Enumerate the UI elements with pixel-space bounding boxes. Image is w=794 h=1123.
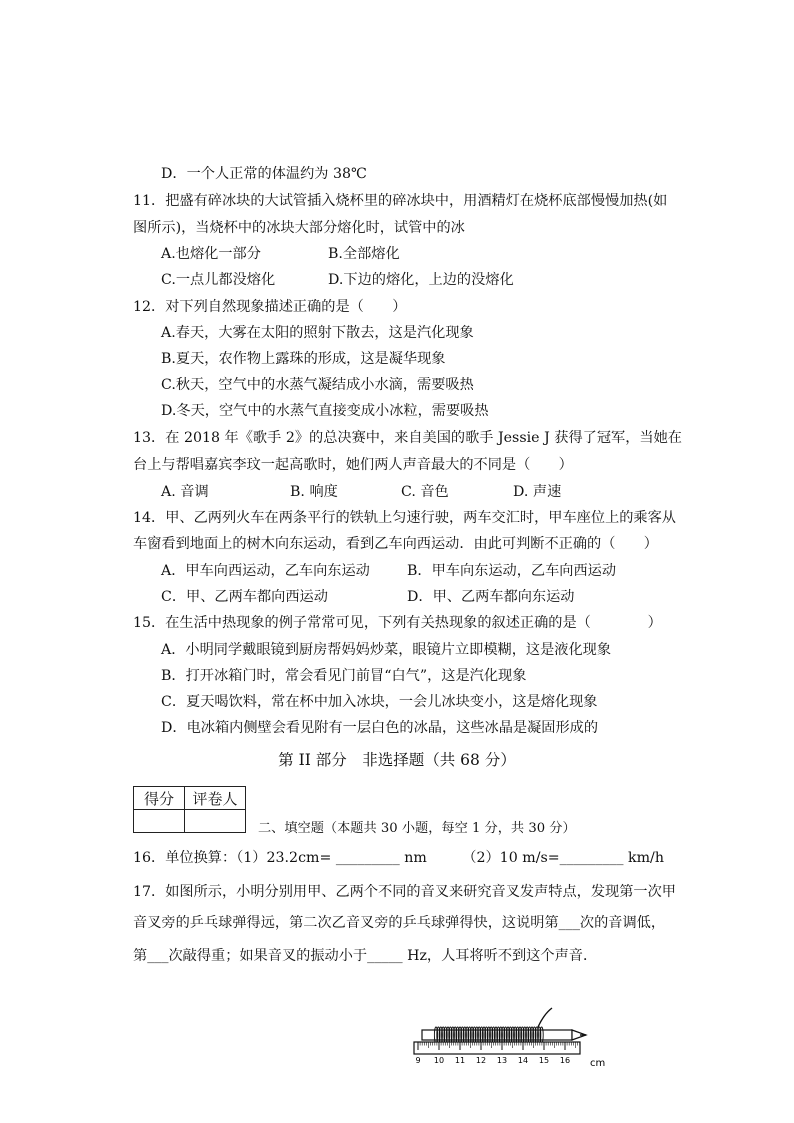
ruler-tick-label: 13 [496,1056,508,1065]
ruler-tick-label: 9 [415,1056,421,1065]
q14-option-b: B．甲车向东运动，乙车向西运动 [407,563,617,579]
q13-option-d: D. 声速 [513,484,562,500]
q13-option-c: C. 音色 [401,484,449,500]
q15-option-a: A．小明同学戴眼镜到厨房帮妈妈炒菜，眼镜片立即模糊，这是液化现象 [161,642,612,658]
ruler-tick-labels [415,1056,570,1065]
ruler-tick-label: 16 [559,1056,571,1065]
ruler-tick-label: 14 [517,1056,529,1065]
score-cell [134,810,185,833]
q10-option-d: D．一个人正常的体温约为 38℃ [161,166,367,182]
q11-option-d: D.下边的熔化，上边的没熔化 [328,272,514,288]
q17-stem-line1: 17．如图所示，小明分别用甲、乙两个不同的音叉来研究音叉发声特点，发现第一次甲 [133,884,676,900]
q11-option-a: A.也熔化一部分 [161,246,261,262]
q15-option-b: B．打开冰箱门时，常会看见门前冒“白气”，这是汽化现象 [161,668,527,684]
q12-option-a: A.春天，大雾在太阳的照射下散去，这是汽化现象 [161,325,474,341]
score-table [133,786,246,833]
section2-heading: 二、填空题（本题共 30 小题，每空 1 分，共 30 分） [258,821,576,836]
score-label: 得分 [134,787,185,810]
q12-option-b: B.夏天，农作物上露珠的形成，这是凝华现象 [161,351,446,367]
q12-option-d: D.冬天，空气中的水蒸气直接变成小冰粒，需要吸热 [161,403,489,419]
q11-stem-line2: 图所示)，当烧杯中的冰块大部分熔化时，试管中的冰 [133,220,465,236]
ruler-unit-label: cm [590,1058,606,1068]
wire-end [538,1008,552,1027]
q15-option-d: D．电冰箱内侧壁会看见附有一层白色的冰晶，这些冰晶是凝固形成的 [161,720,599,736]
ruler-tick-label: 10 [433,1056,445,1065]
q14-option-c: C．甲、乙两车都向西运动 [161,589,328,605]
ruler-tick-label: 11 [454,1056,466,1065]
ruler-tick-label: 15 [538,1056,550,1065]
q12-option-c: C.秋天，空气中的水蒸气凝结成小水滴，需要吸热 [161,377,474,393]
q14-stem-line1: 14．甲、乙两列火车在两条平行的铁轨上匀速行驶，两车交汇时，甲车座位上的乘客从 [133,510,676,526]
q14-option-d: D．甲、乙两车都向东运动 [407,589,575,605]
q16-line: 16．单位换算：（1）23.2cm= _________ nm （2）10 m/s=_________ km/h [133,850,664,866]
q17-stem-line3: 第___次敲得重；如果音叉的振动小于_____ Hz，人耳将听不到这个声音． [133,948,598,964]
q17-stem-line2: 音叉旁的乒乓球弹得远，第二次乙音叉旁的乒乓球弹得快，这说明第___次的音调低， [133,915,666,931]
grader-cell [185,810,246,833]
ruler [414,1042,580,1054]
q11-option-c: C.一点儿都没熔化 [161,272,276,288]
q13-option-a: A. 音调 [161,484,209,500]
q14-option-a: A．甲车向西运动，乙车向东运动 [161,563,370,579]
q12-stem: 12．对下列自然现象描述正确的是（ ） [133,299,407,315]
q11-stem-line1: 11．把盛有碎冰块的大试管插入烧杯里的碎冰块中，用酒精灯在烧杯底部慢慢加热(如 [133,193,668,209]
q13-option-b: B. 响度 [290,484,338,500]
q15-stem: 15．在生活中热现象的例子常常可见，下列有关热现象的叙述正确的是（ ） [133,615,662,631]
q13-stem-line1: 13．在 2018 年《歌手 2》的总决赛中，来自美国的歌手 Jessie J 获得了冠军，当她在 [133,430,682,446]
q15-option-c: C．夏天喝饮料，常在杯中加入冰块，一会儿冰块变小，这是熔化现象 [161,694,598,710]
ruler-tick-label: 12 [475,1056,487,1065]
q14-stem-line2: 车窗看到地面上的树木向东运动，看到乙车向西运动．由此可判断不正确的（ ） [133,536,658,552]
part2-title: 第 II 部分 非选择题（共 68 分） [278,751,516,769]
grader-label: 评卷人 [185,787,246,810]
q11-option-b: B.全部熔化 [328,246,400,262]
q13-stem-line2: 台上与帮唱嘉宾李玟一起高歌时，她们两人声音最大的不同是（ ） [133,457,573,473]
coiled-wire-ruler-figure [410,1004,610,1068]
